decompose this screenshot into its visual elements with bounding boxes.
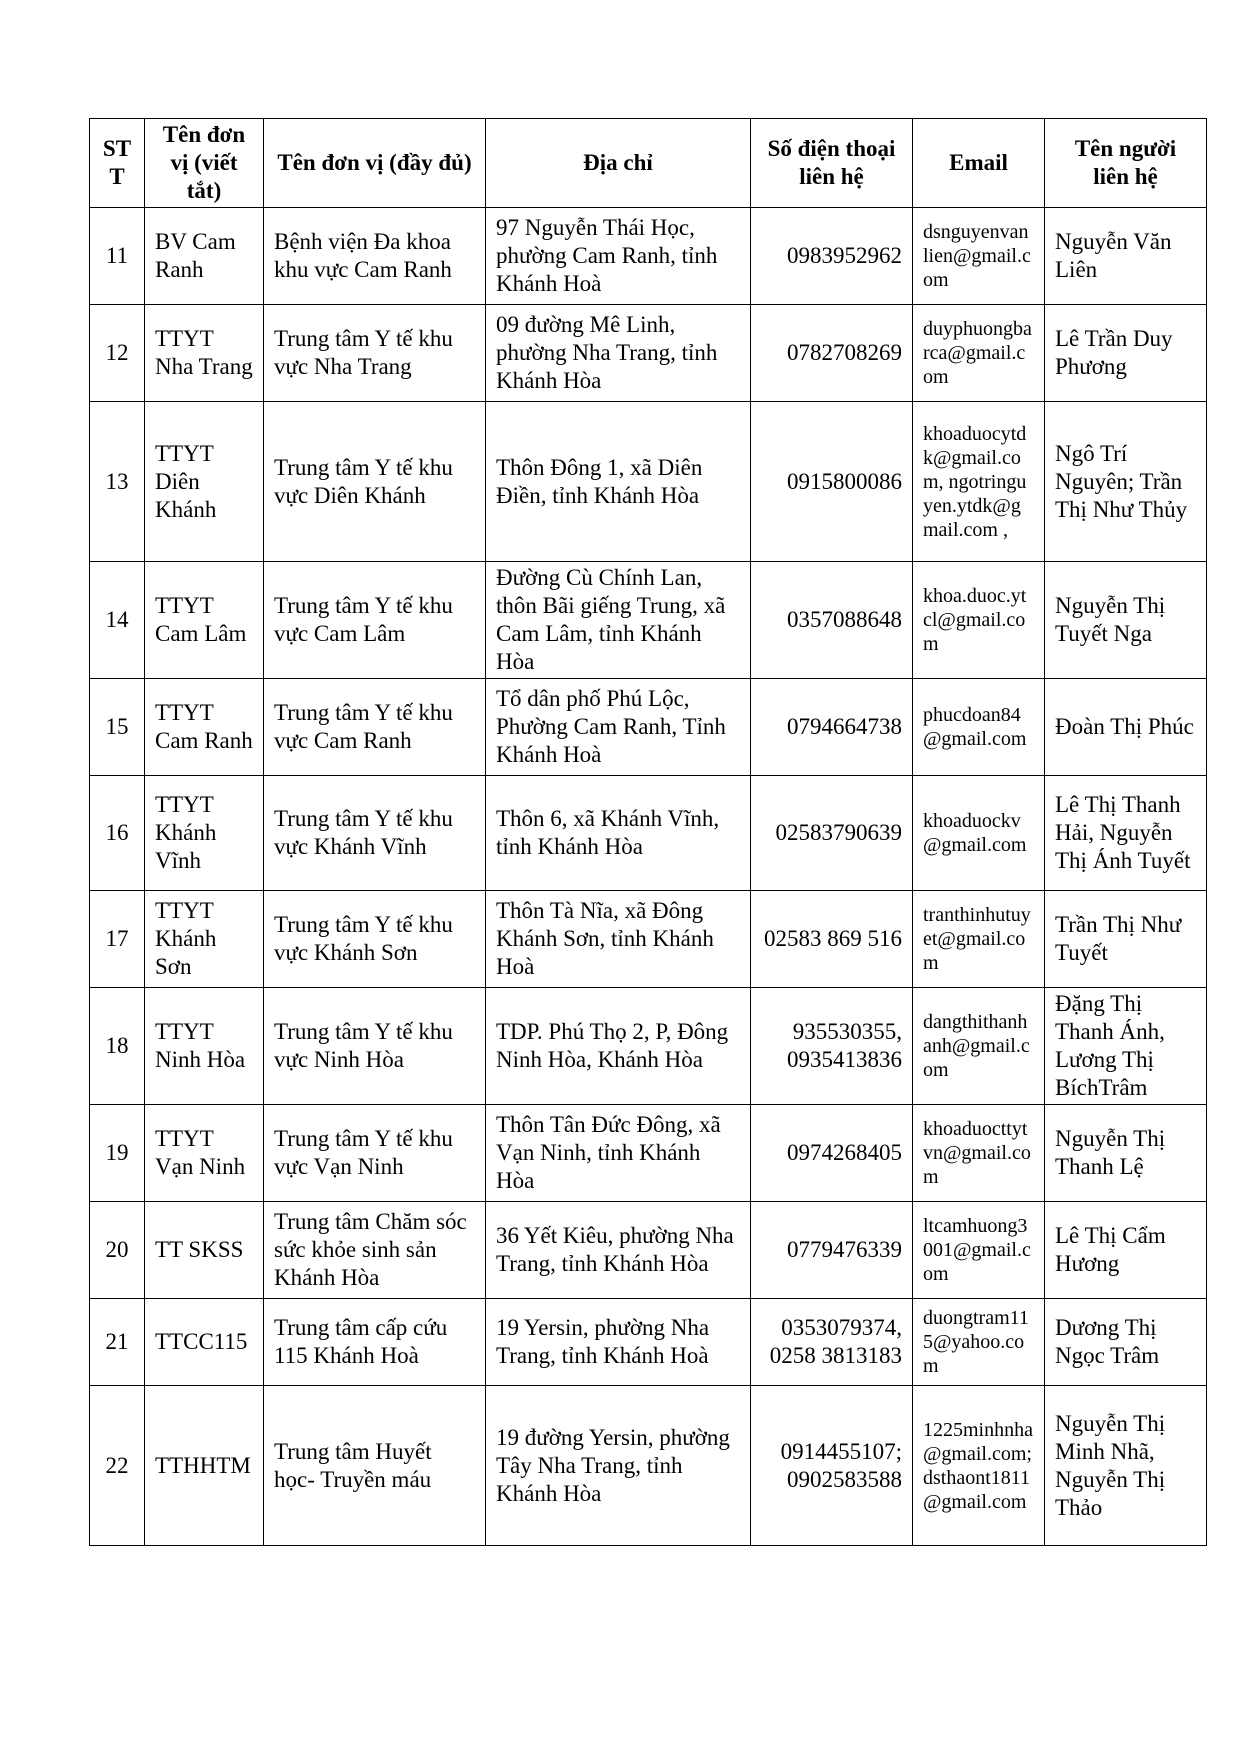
- cell-email: dangthithanhanh@gmail.com: [913, 988, 1045, 1105]
- table-row: [90, 776, 1207, 891]
- cell-stt: 13: [90, 402, 145, 562]
- cell-email: duyphuongbarca@gmail.com: [913, 305, 1045, 402]
- header-phone: Số điện thoại liên hệ: [751, 119, 913, 208]
- cell-phone: 0794664738: [751, 679, 913, 776]
- cell-short-name: TTYT Cam Lâm: [145, 562, 264, 679]
- header-short-name: Tên đơn vị (viết tắt): [145, 119, 264, 208]
- table-row: [90, 1299, 1207, 1386]
- cell-contact: Nguyễn Thị Tuyết Nga: [1045, 562, 1207, 679]
- cell-email: khoaduocttytvn@gmail.com: [913, 1105, 1045, 1202]
- cell-short-name: TTHHTM: [145, 1386, 264, 1546]
- cell-phone: 0974268405: [751, 1105, 913, 1202]
- header-full-name: Tên đơn vị (đầy đủ): [264, 119, 486, 208]
- cell-stt: 11: [90, 208, 145, 305]
- cell-short-name: TTYT Khánh Vĩnh: [145, 776, 264, 891]
- cell-short-name: TTYT Vạn Ninh: [145, 1105, 264, 1202]
- table-row: [90, 988, 1207, 1105]
- table-row: [90, 562, 1207, 679]
- cell-short-name: TT SKSS: [145, 1202, 264, 1299]
- cell-contact: Nguyễn Thị Minh Nhã, Nguyễn Thị Thảo: [1045, 1386, 1207, 1546]
- cell-email: khoaduockv@gmail.com: [913, 776, 1045, 891]
- table-row: [90, 1386, 1207, 1546]
- cell-short-name: TTCC115: [145, 1299, 264, 1386]
- table-row: [90, 679, 1207, 776]
- cell-full-name: Trung tâm Chăm sóc sức khỏe sinh sản Khánh Hòa: [264, 1202, 486, 1299]
- table-row: [90, 402, 1207, 562]
- cell-full-name: Trung tâm Y tế khu vực Khánh Sơn: [264, 891, 486, 988]
- cell-full-name: Trung tâm Y tế khu vực Cam Ranh: [264, 679, 486, 776]
- header-contact: Tên người liên hệ: [1045, 119, 1207, 208]
- table-row: [90, 891, 1207, 988]
- cell-full-name: Bệnh viện Đa khoa khu vực Cam Ranh: [264, 208, 486, 305]
- cell-stt: 18: [90, 988, 145, 1105]
- cell-phone: 02583 869 516: [751, 891, 913, 988]
- cell-phone: 02583790639: [751, 776, 913, 891]
- cell-stt: 21: [90, 1299, 145, 1386]
- cell-stt: 17: [90, 891, 145, 988]
- table-row: [90, 1202, 1207, 1299]
- cell-email: 1225minhnha@gmail.com; dsthaont1811@gmail.com: [913, 1386, 1045, 1546]
- cell-email: phucdoan84@gmail.com: [913, 679, 1045, 776]
- cell-short-name: TTYT Ninh Hòa: [145, 988, 264, 1105]
- cell-phone: 935530355, 0935413836: [751, 988, 913, 1105]
- cell-phone: 0782708269: [751, 305, 913, 402]
- cell-email: dsnguyenvanlien@gmail.com: [913, 208, 1045, 305]
- cell-contact: Ngô Trí Nguyên; Trần Thị Như Thủy: [1045, 402, 1207, 562]
- cell-address: TDP. Phú Thọ 2, P, Đông Ninh Hòa, Khánh Hòa: [486, 988, 751, 1105]
- cell-short-name: TTYT Khánh Sơn: [145, 891, 264, 988]
- cell-contact: Đặng Thị Thanh Ánh, Lương Thị BíchTrâm: [1045, 988, 1207, 1105]
- cell-stt: 20: [90, 1202, 145, 1299]
- cell-address: 09 đường Mê Linh, phường Nha Trang, tỉnh Khánh Hòa: [486, 305, 751, 402]
- cell-address: 19 Yersin, phường Nha Trang, tỉnh Khánh Hoà: [486, 1299, 751, 1386]
- cell-address: Thôn Đông 1, xã Diên Điền, tỉnh Khánh Hòa: [486, 402, 751, 562]
- cell-email: duongtram115@yahoo.com: [913, 1299, 1045, 1386]
- cell-email: ltcamhuong3001@gmail.com: [913, 1202, 1045, 1299]
- cell-full-name: Trung tâm cấp cứu 115 Khánh Hoà: [264, 1299, 486, 1386]
- cell-address: Đường Cù Chính Lan, thôn Bãi giếng Trung, xã Cam Lâm, tỉnh Khánh Hòa: [486, 562, 751, 679]
- cell-phone: 0915800086: [751, 402, 913, 562]
- cell-short-name: TTYT Diên Khánh: [145, 402, 264, 562]
- cell-phone: 0914455107; 0902583588: [751, 1386, 913, 1546]
- cell-stt: 15: [90, 679, 145, 776]
- cell-phone: 0357088648: [751, 562, 913, 679]
- cell-stt: 14: [90, 562, 145, 679]
- cell-full-name: Trung tâm Y tế khu vực Khánh Vĩnh: [264, 776, 486, 891]
- cell-contact: Lê Thị Thanh Hải, Nguyễn Thị Ánh Tuyết: [1045, 776, 1207, 891]
- cell-contact: Đoàn Thị Phúc: [1045, 679, 1207, 776]
- header-email: Email: [913, 119, 1045, 208]
- cell-full-name: Trung tâm Y tế khu vực Vạn Ninh: [264, 1105, 486, 1202]
- table-row: [90, 1105, 1207, 1202]
- cell-email: khoaduocytdk@gmail.com, ngotringuyen.ytdk@gmail.com ,: [913, 402, 1045, 562]
- cell-contact: Dương Thị Ngọc Trâm: [1045, 1299, 1207, 1386]
- cell-full-name: Trung tâm Y tế khu vực Diên Khánh: [264, 402, 486, 562]
- cell-email: khoa.duoc.ytcl@gmail.com: [913, 562, 1045, 679]
- cell-address: 97 Nguyễn Thái Học, phường Cam Ranh, tỉnh Khánh Hoà: [486, 208, 751, 305]
- cell-address: Thôn Tà Nĩa, xã Đông Khánh Sơn, tỉnh Khánh Hoà: [486, 891, 751, 988]
- cell-full-name: Trung tâm Y tế khu vực Cam Lâm: [264, 562, 486, 679]
- contact-table: [89, 118, 1207, 1546]
- cell-address: Thôn Tân Đức Đông, xã Vạn Ninh, tỉnh Khánh Hòa: [486, 1105, 751, 1202]
- header-stt: STT: [90, 119, 145, 208]
- cell-email: tranthinhutuyet@gmail.com: [913, 891, 1045, 988]
- cell-address: Thôn 6, xã Khánh Vĩnh, tỉnh Khánh Hòa: [486, 776, 751, 891]
- cell-contact: Lê Thị Cẩm Hương: [1045, 1202, 1207, 1299]
- cell-stt: 12: [90, 305, 145, 402]
- table-row: [90, 305, 1207, 402]
- table-row: [90, 208, 1207, 305]
- cell-address: 19 đường Yersin, phường Tây Nha Trang, tỉnh Khánh Hòa: [486, 1386, 751, 1546]
- cell-stt: 19: [90, 1105, 145, 1202]
- cell-phone: 0779476339: [751, 1202, 913, 1299]
- table-header-row: [90, 119, 1207, 208]
- cell-full-name: Trung tâm Huyết học- Truyền máu: [264, 1386, 486, 1546]
- cell-contact: Nguyễn Văn Liên: [1045, 208, 1207, 305]
- cell-short-name: BV Cam Ranh: [145, 208, 264, 305]
- cell-stt: 16: [90, 776, 145, 891]
- cell-phone: 0353079374, 0258 3813183: [751, 1299, 913, 1386]
- cell-contact: Trần Thị Như Tuyết: [1045, 891, 1207, 988]
- cell-short-name: TTYT Nha Trang: [145, 305, 264, 402]
- cell-address: 36 Yết Kiêu, phường Nha Trang, tỉnh Khánh Hòa: [486, 1202, 751, 1299]
- header-address: Địa chỉ: [486, 119, 751, 208]
- cell-address: Tổ dân phố Phú Lộc, Phường Cam Ranh, Tỉnh Khánh Hoà: [486, 679, 751, 776]
- cell-phone: 0983952962: [751, 208, 913, 305]
- cell-full-name: Trung tâm Y tế khu vực Nha Trang: [264, 305, 486, 402]
- cell-short-name: TTYT Cam Ranh: [145, 679, 264, 776]
- cell-full-name: Trung tâm Y tế khu vực Ninh Hòa: [264, 988, 486, 1105]
- cell-contact: Lê Trần Duy Phương: [1045, 305, 1207, 402]
- cell-stt: 22: [90, 1386, 145, 1546]
- cell-contact: Nguyễn Thị Thanh Lệ: [1045, 1105, 1207, 1202]
